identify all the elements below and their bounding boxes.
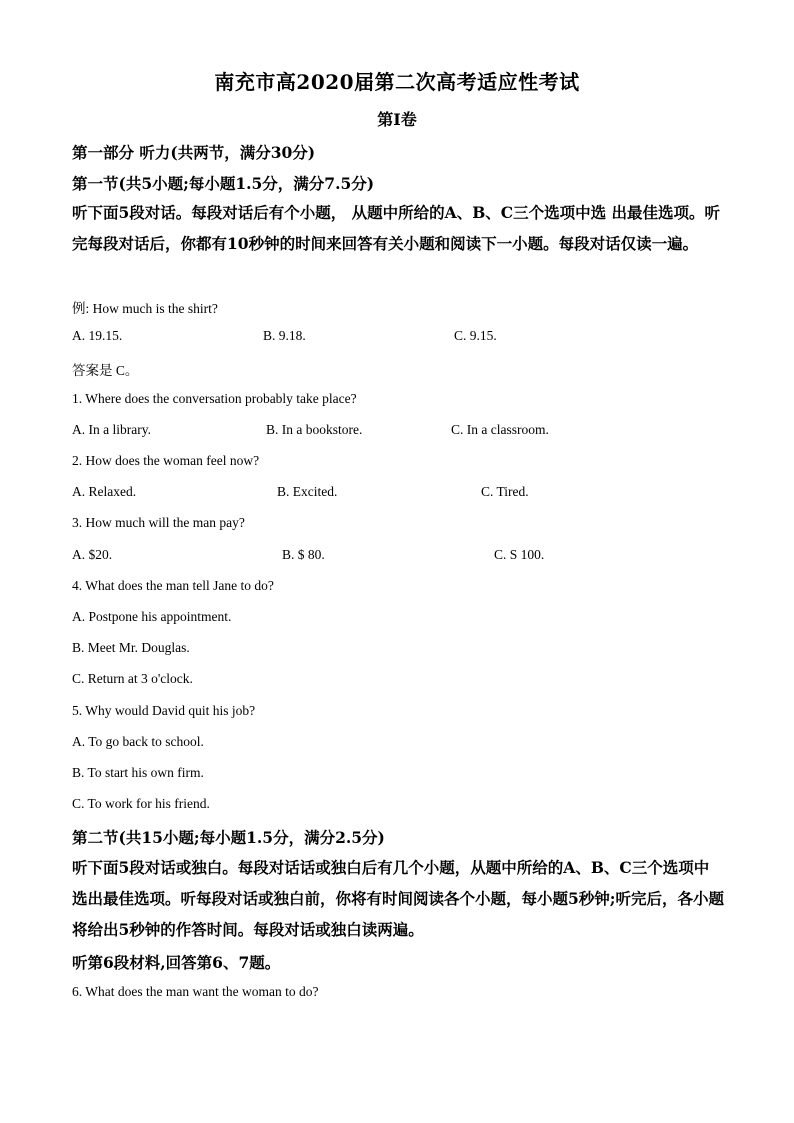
- section1-instructions: 听下面5段对话。每段对话后有个小题， 从题中所给的A、B、C三个选项中选 出最佳选项。听完每段对话后，你都有10秒钟的时间来回答有关小题和阅读下一小题。每段对话仅读一遍。: [72, 203, 721, 253]
- question-1: 1. Where does the conversation probably take place?: [72, 391, 357, 406]
- question-5: 5. Why would David quit his job?: [72, 703, 256, 718]
- section2-instructions: 听下面5段对话或独白。每段对话话或独白后有几个小题，从题中所给的A、B、C三个选项中选出最佳选项。听每段对话或独白前，你将有时间阅读各个小题，每小题5秒钟;听完后，各小题将给出5秒钟的作答时间。每段对话或独白读两遍。: [72, 858, 725, 939]
- q1-option-c: C. In a classroom.: [451, 422, 549, 437]
- q5-option-a: A. To go back to school.: [72, 734, 204, 749]
- example-question: 例: How much is the shirt?: [72, 301, 218, 316]
- example-answer: 答案是 C。: [72, 363, 139, 378]
- section2-heading: 第二节(共15小题;每小题1.5分，满分2.5分): [72, 828, 385, 847]
- q5-option-b: B. To start his own firm.: [72, 765, 204, 780]
- part1-heading: 第一部分 听力(共两节，满分30分): [72, 143, 316, 162]
- q1-option-a: A. In a library.: [72, 422, 151, 437]
- q2-option-a: A. Relaxed.: [72, 484, 137, 499]
- q2-option-c: C. Tired.: [481, 484, 529, 499]
- section1-heading: 第一节(共5小题;每小题1.5分，满分7.5分): [72, 174, 375, 193]
- example-option-b: B. 9.18.: [263, 328, 306, 343]
- q4-option-b: B. Meet Mr. Douglas.: [72, 640, 190, 655]
- example-option-a: A. 19.15.: [72, 328, 123, 343]
- volume-title: 第I卷: [377, 110, 417, 129]
- q4-option-a: A. Postpone his appointment.: [72, 609, 232, 624]
- material6-heading: 听第6段材料,回答第6、7题。: [72, 953, 281, 972]
- q2-option-b: B. Excited.: [277, 484, 338, 499]
- question-2: 2. How does the woman feel now?: [72, 453, 260, 468]
- example-option-c: C. 9.15.: [454, 328, 497, 343]
- q3-option-c: C. S 100.: [494, 547, 545, 562]
- question-6: 6. What does the man want the woman to do?: [72, 984, 319, 999]
- exam-title: 南充市高2020届第二次高考适应性考试: [214, 70, 580, 94]
- q3-option-a: A. $20.: [72, 547, 113, 562]
- question-3: 3. How much will the man pay?: [72, 515, 245, 530]
- q1-option-b: B. In a bookstore.: [266, 422, 363, 437]
- q4-option-c: C. Return at 3 o'clock.: [72, 671, 193, 686]
- q3-option-b: B. $ 80.: [282, 547, 325, 562]
- q5-option-c: C. To work for his friend.: [72, 796, 210, 811]
- question-4: 4. What does the man tell Jane to do?: [72, 578, 274, 593]
